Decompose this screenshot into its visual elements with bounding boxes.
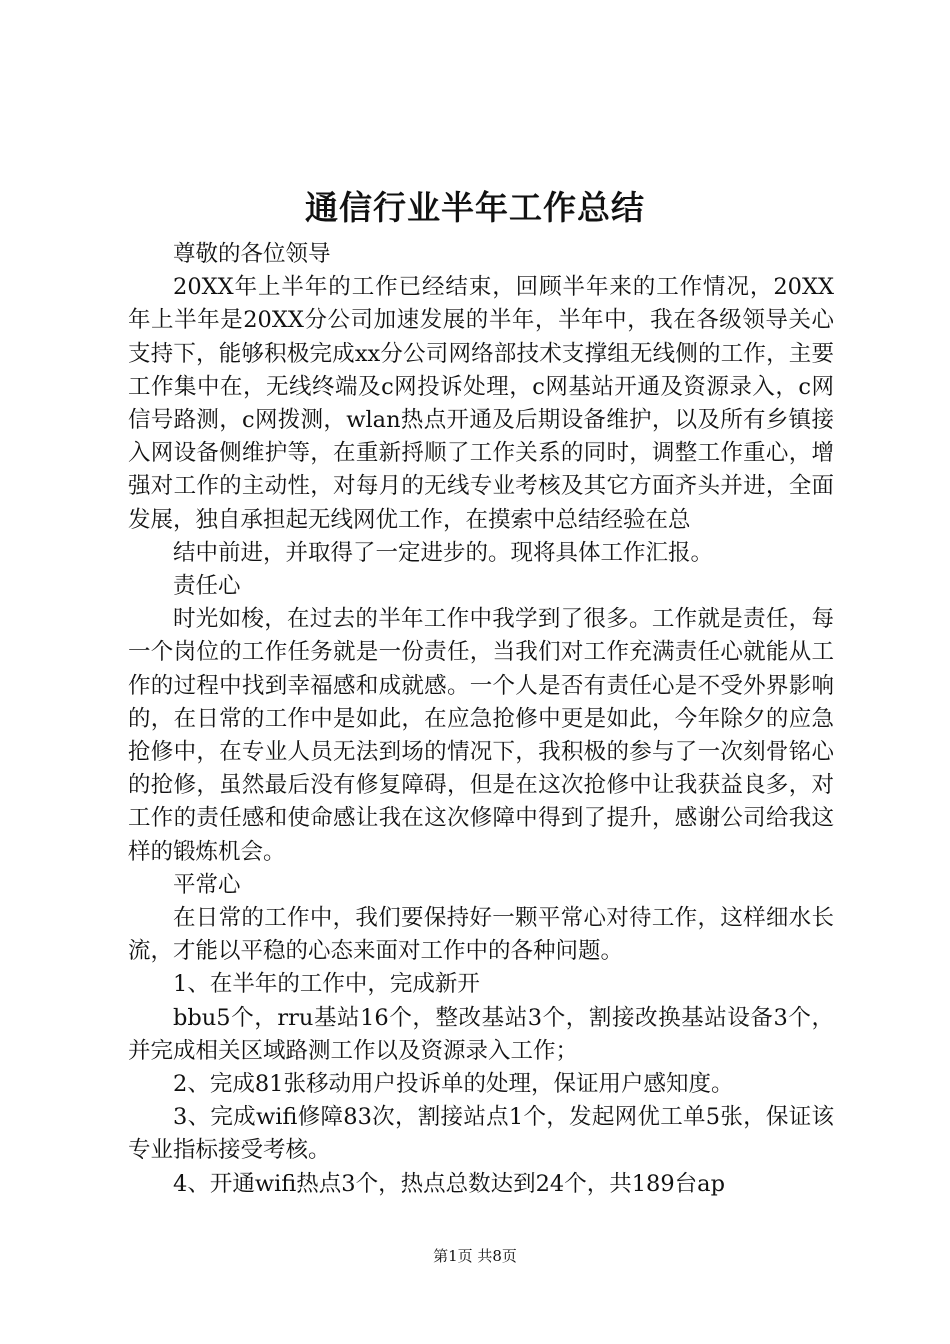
list-item-3: 3、完成wifi修障83次，割接站点1个，发起网优工单5张，保证该专业指标接受考核。 — [128, 1104, 834, 1164]
list-item-1: 1、在半年的工作中，完成新开 — [173, 971, 480, 998]
document-body — [128, 238, 834, 1201]
salutation: 尊敬的各位领导 — [173, 241, 331, 267]
section-heading-calm: 平常心 — [173, 871, 241, 898]
paragraph-intro: 20XX年上半年的工作已经结束，回顾半年来的工作情况，20XX年上半年是20XX分公司加速发展的半年，半年中，我在各级领导关心支持下，能够积极完成xx分公司网络部技术支撑组无线侧的工作，主要工作集中在，无线终端及c网投诉处理，c网基站开通及资源录入，c网信号路测，c网拨测，wlan热点开通及后期设备维护，以及所有乡镇接入网设备侧维护等，在重新捋顺了工作关系的同时，调整工作重心，增强对工作的主动性，对每月的无线专业考核及其它方面齐头并进，全面发展，独自承担起无线网优工作，在摸索中总结经验在总 — [128, 274, 834, 533]
page-footer: 第1页 共8页 — [433, 1247, 517, 1265]
section-heading-responsibility: 责任心 — [173, 573, 241, 600]
list-item-4: 4、开通wifi热点3个，热点总数达到24个，共189台ap — [173, 1170, 725, 1197]
list-item-2: 2、完成81张移动用户投诉单的处理，保证用户感知度。 — [173, 1071, 734, 1098]
paragraph-calm: 在日常的工作中，我们要保持好一颗平常心对待工作，这样细水长流，才能以平稳的心态来面对工作中的各种问题。 — [128, 905, 834, 965]
document-title: 通信行业半年工作总结 — [305, 188, 645, 227]
paragraph-intro-continued: 结中前进，并取得了一定进步的。现将具体工作汇报。 — [173, 539, 714, 566]
paragraph-responsibility: 时光如梭，在过去的半年工作中我学到了很多。工作就是责任，每一个岗位的工作任务就是一份责任，当我们对工作充满责任心就能从工作的过程中找到幸福感和成就感。一个人是否有责任心是不受外界影响的，在日常的工作中是如此，在应急抢修中更是如此，今年除夕的应急抢修中，在专业人员无法到场的情况下，我积极的参与了一次刻骨铭心的抢修，虽然最后没有修复障碍，但是在这次抢修中让我获益良多，对工作的责任感和使命感让我在这次修障中得到了提升，感谢公司给我这样的锻炼机会。 — [128, 606, 834, 865]
list-item-1-continued: bbu5个，rru基站16个，整改基站3个，割接改换基站设备3个，并完成相关区域路测工作以及资源录入工作； — [128, 1004, 834, 1064]
